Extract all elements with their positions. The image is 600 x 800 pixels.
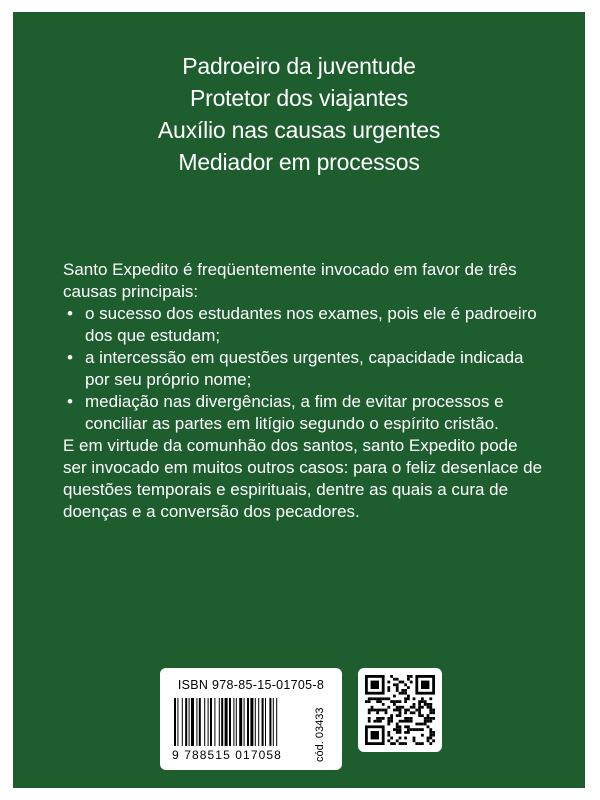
causes-list [63, 303, 543, 435]
qr-code-icon [365, 675, 435, 745]
description-text [63, 259, 543, 523]
isbn-digits: 9 788515 017058 [172, 748, 282, 762]
bullet-icon: • [67, 392, 73, 411]
list-item [63, 303, 543, 347]
list-item [63, 391, 543, 435]
catalog-code: cód. 03433 [314, 707, 326, 762]
closing-paragraph: E em virtude da comunhão dos santos, santo Expedito pode ser invocado em muitos outros casos: para o feliz desenlace de questões temporais e espirituais, dentre as quais a cura de doenças e a conversão dos pecadores. [63, 436, 543, 521]
list-item [63, 347, 543, 391]
qr-code-panel [358, 668, 442, 752]
bullet-icon: • [67, 348, 73, 367]
list-item-text: mediação nas divergências, a fim de evitar processos e conciliar as partes em litígio segundo o espírito cristão. [85, 392, 504, 433]
bullet-icon: • [67, 304, 73, 323]
isbn-label: ISBN 978-85-15-01705-8 [177, 678, 325, 692]
title-line: Protetor dos viajantes [189, 85, 409, 111]
title-line: Padroeiro da juventude [182, 53, 416, 79]
isbn-barcode-panel [160, 668, 342, 770]
title-line: Auxílio nas causas urgentes [157, 117, 441, 143]
list-item-text: o sucesso dos estudantes nos exames, pois ele é padroeiro dos que estudam; [85, 304, 537, 345]
intro-paragraph: Santo Expedito é freqüentemente invocado em favor de três causas principais: [63, 260, 517, 301]
title-line: Mediador em processos [178, 149, 420, 175]
list-item-text: a intercessão em questões urgentes, capacidade indicada por seu próprio nome; [85, 348, 524, 389]
back-cover [13, 12, 585, 788]
barcode-icon [172, 698, 312, 746]
patronage-titles [13, 50, 585, 178]
